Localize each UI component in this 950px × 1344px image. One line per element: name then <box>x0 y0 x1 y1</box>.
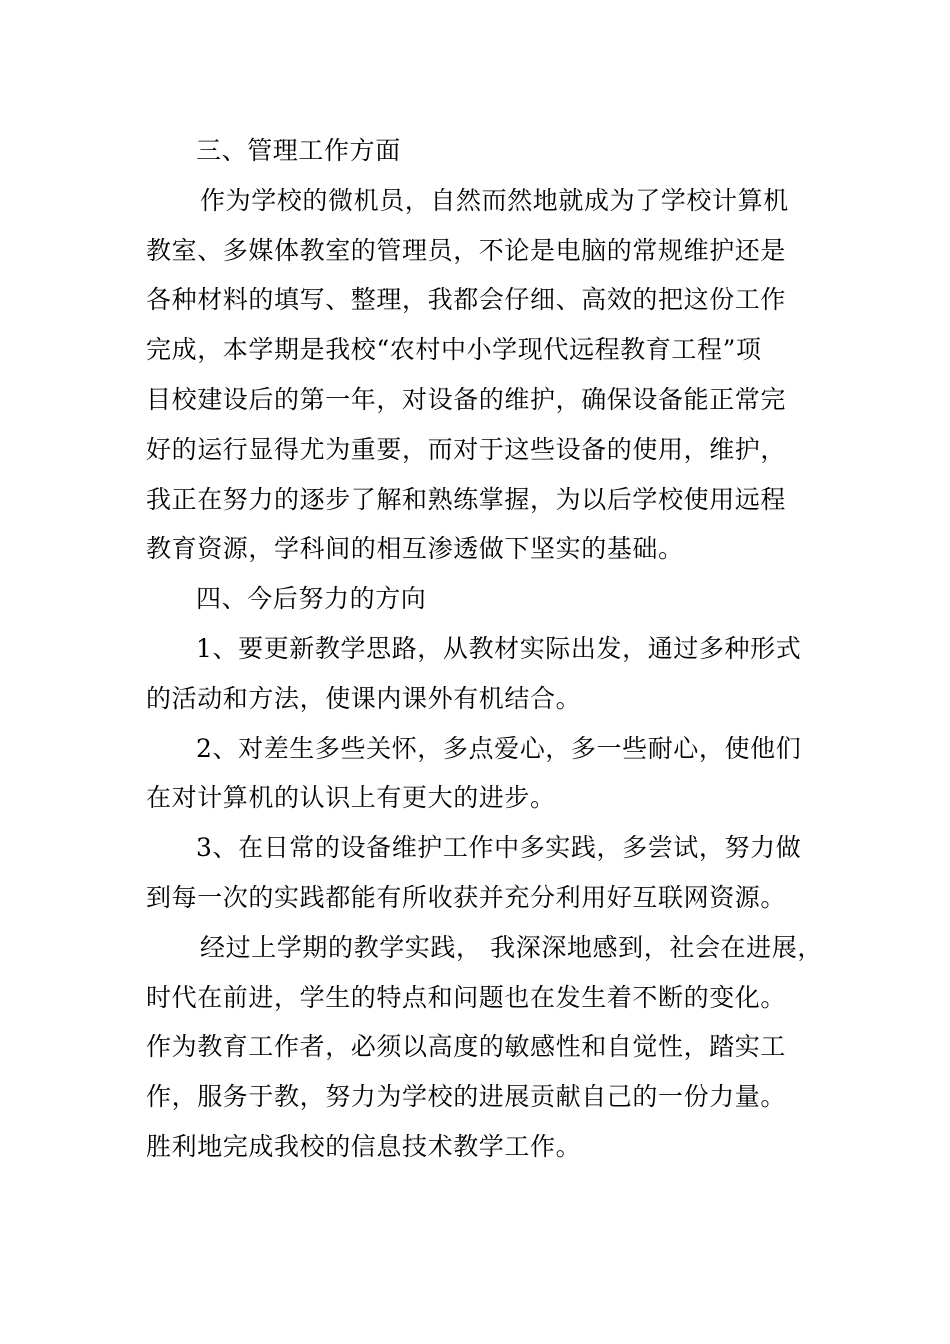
paragraph-line: 各种材料的填写、整理，我都会仔细、高效的把这份工作 <box>146 285 787 315</box>
list-item-line: 2、对差生多些关怀，多点爱心，多一些耐心，使他们 <box>196 733 802 763</box>
section-heading-future-direction: 四、今后努力的方向 <box>196 584 427 614</box>
paragraph-line: 教育资源，学科间的相互渗透做下坚实的基础。 <box>146 534 684 564</box>
paragraph-line: 作为学校的微机员，自然而然地就成为了学校计算机 <box>200 185 789 215</box>
section-heading-management: 三、管理工作方面 <box>196 136 401 165</box>
paragraph-line: 作，服务于教，努力为学校的进展贡献自己的一份力量。 <box>146 1082 787 1112</box>
paragraph-line: 好的运行显得尤为重要，而对于这些设备的使用，维护， <box>146 434 787 464</box>
paragraph-line: 完成，本学期是我校“农村中小学现代远程教育工程”项 <box>146 335 762 365</box>
paragraph-line: 胜利地完成我校的信息技术教学工作。 <box>146 1131 582 1161</box>
paragraph-line: 教室、多媒体教室的管理员，不论是电脑的常规维护还是 <box>146 235 787 265</box>
list-item-line: 在对计算机的认识上有更大的进步。 <box>146 783 556 813</box>
list-item-line: 到每一次的实践都能有所收获并充分利用好互联网资源。 <box>146 882 787 912</box>
paragraph-line: 经过上学期的教学实践， 我深深地感到，社会在进展， <box>200 932 823 962</box>
paragraph-line: 作为教育工作者，必须以高度的敏感性和自觉性，踏实工 <box>146 1032 787 1062</box>
paragraph-line: 目校建设后的第一年，对设备的维护，确保设备能正常完 <box>146 384 787 414</box>
list-item-line: 1、要更新教学思路，从教材实际出发，通过多种形式 <box>196 633 802 663</box>
list-item-line: 的活动和方法，使课内课外有机结合。 <box>146 683 582 713</box>
paragraph-line: 我正在努力的逐步了解和熟练掌握，为以后学校使用远程 <box>146 484 787 514</box>
document-body <box>146 126 823 1172</box>
paragraph-line: 时代在前进，学生的特点和问题也在发生着不断的变化。 <box>146 982 787 1012</box>
list-item-line: 3、在日常的设备维护工作中多实践，多尝试，努力做 <box>196 833 802 863</box>
